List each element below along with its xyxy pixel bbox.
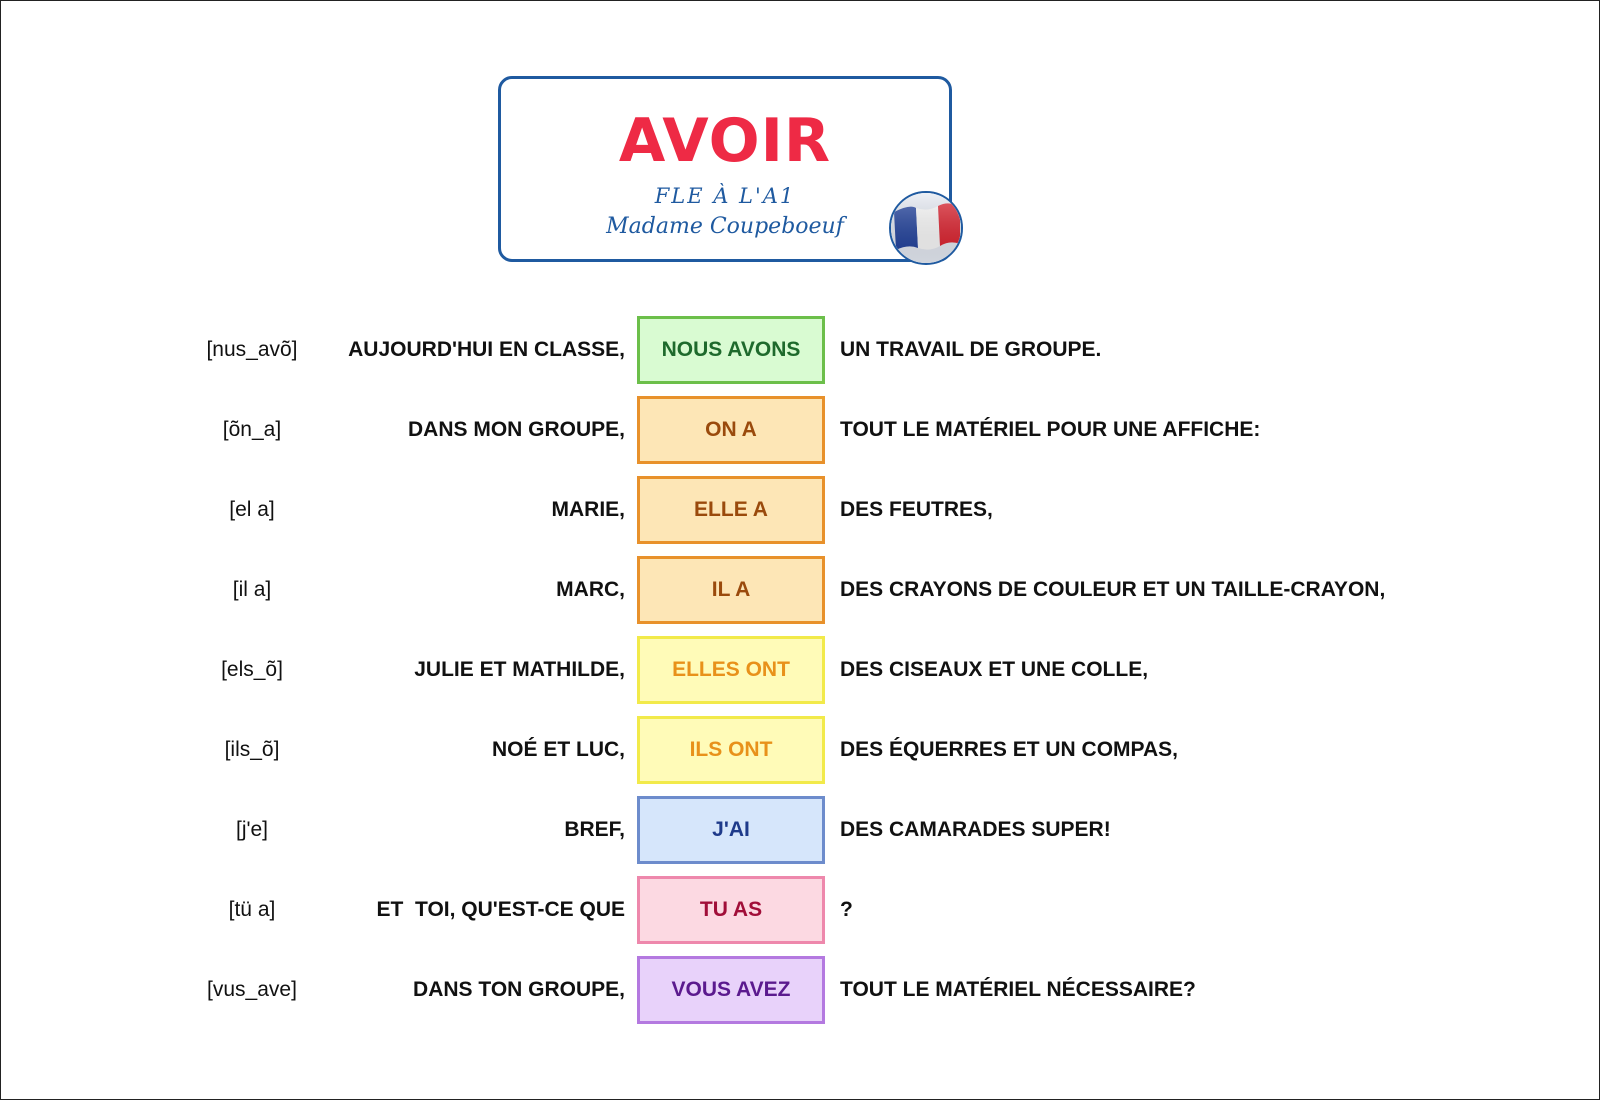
french-flag-icon: [888, 190, 964, 266]
page-title: AVOIR: [618, 106, 832, 176]
sentence-start: DANS MON GROUPE,: [407, 418, 625, 441]
phonetic-transcription: [ils_õ]: [224, 738, 280, 761]
sentence-start: AUJOURD'HUI EN CLASSE,: [348, 338, 625, 361]
verb-form-box: J'AI: [637, 796, 825, 864]
phonetic-transcription: [il a]: [232, 578, 272, 601]
sentence-end: UN TRAVAIL DE GROUPE.: [840, 338, 1102, 361]
verb-form-box: ON A: [637, 396, 825, 464]
title-card: [498, 76, 952, 262]
conjugation-row: [0, 636, 1600, 704]
conjugation-row: [0, 956, 1600, 1024]
sentence-start: ET TOI, QU'EST-CE QUE: [376, 898, 625, 921]
conjugation-row: [0, 396, 1600, 464]
author-name: Madame Coupeboeuf: [606, 214, 844, 239]
sentence-end: DES CRAYONS DE COULEUR ET UN TAILLE-CRAYON,: [840, 578, 1386, 601]
phonetic-transcription: [õn_a]: [222, 418, 282, 441]
conjugation-row: [0, 716, 1600, 784]
sentence-end: DES FEUTRES,: [840, 498, 993, 521]
conjugation-row: [0, 476, 1600, 544]
conjugation-row: [0, 556, 1600, 624]
sentence-start: NOÉ ET LUC,: [491, 738, 625, 761]
sentence-end: TOUT LE MATÉRIEL NÉCESSAIRE?: [840, 978, 1196, 1001]
course-level: FLE À L'A1: [654, 184, 796, 208]
sentence-end: DES CISEAUX ET UNE COLLE,: [840, 658, 1149, 681]
phonetic-transcription: [el a]: [229, 498, 275, 521]
phonetic-transcription: [j'e]: [235, 818, 269, 841]
verb-form-box: VOUS AVEZ: [637, 956, 825, 1024]
phonetic-transcription: [nus_avõ]: [206, 338, 298, 361]
verb-form-box: TU AS: [637, 876, 825, 944]
verb-form-box: NOUS AVONS: [637, 316, 825, 384]
sentence-start: DANS TON GROUPE,: [413, 978, 625, 1001]
conjugation-row: [0, 316, 1600, 384]
sentence-start: MARIE,: [551, 498, 625, 521]
conjugation-row: [0, 796, 1600, 864]
verb-form-box: ELLES ONT: [637, 636, 825, 704]
phonetic-transcription: [vus_ave]: [207, 978, 297, 1001]
conjugation-row: [0, 876, 1600, 944]
verb-form-box: ILS ONT: [637, 716, 825, 784]
sentence-end: ?: [840, 898, 853, 921]
sentence-end: DES CAMARADES SUPER!: [840, 818, 1111, 841]
sentence-end: DES ÉQUERRES ET UN COMPAS,: [840, 738, 1178, 761]
verb-form-box: ELLE A: [637, 476, 825, 544]
phonetic-transcription: [tü a]: [228, 898, 276, 921]
sentence-start: BREF,: [564, 818, 625, 841]
sentence-start: MARC,: [556, 578, 625, 601]
verb-form-box: IL A: [637, 556, 825, 624]
phonetic-transcription: [els_õ]: [221, 658, 283, 681]
sentence-start: JULIE ET MATHILDE,: [414, 658, 625, 681]
sentence-end: TOUT LE MATÉRIEL POUR UNE AFFICHE:: [840, 418, 1261, 441]
